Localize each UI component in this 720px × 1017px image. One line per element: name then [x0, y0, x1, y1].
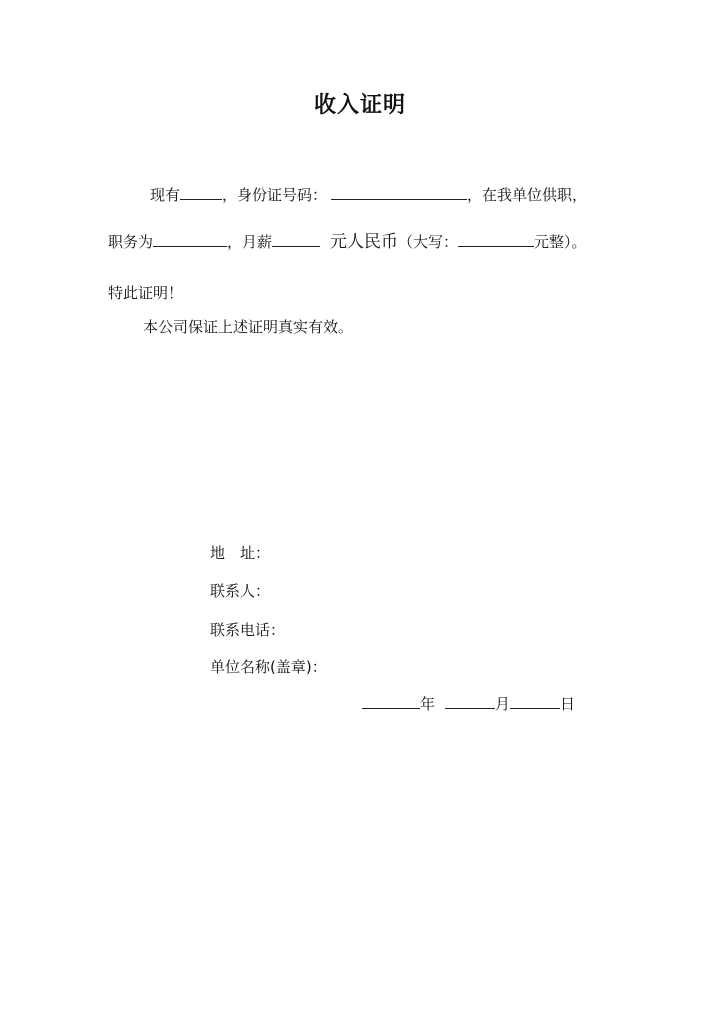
text-segment: （大写：: [398, 233, 459, 251]
phone-label: 联系电话：: [210, 621, 286, 639]
currency-label: 元人民币: [330, 232, 399, 252]
text-segment: ，月薪: [227, 233, 273, 251]
company-seal-label: 单位名称(盖章)：: [210, 658, 327, 676]
text-segment: ，在我单位供职，: [467, 186, 588, 204]
month-blank: [445, 694, 495, 709]
name-blank: [180, 185, 222, 200]
position-blank: [153, 232, 227, 247]
certify-line: 特此证明！: [108, 284, 184, 302]
body-line-1: [150, 184, 587, 206]
year-blank: [362, 694, 420, 709]
day-label: 日: [560, 695, 576, 713]
text-segment: 现有: [150, 186, 181, 204]
date-line: [362, 693, 575, 715]
text-segment: 元整）。: [534, 233, 587, 251]
text-segment: 职务为: [108, 233, 154, 251]
salary-uppercase-blank: [458, 232, 534, 247]
year-label: 年: [420, 695, 436, 713]
text-segment: ，身份证号码：: [222, 186, 328, 204]
month-label: 月: [495, 695, 511, 713]
address-label: 地 址：: [210, 544, 271, 562]
day-blank: [510, 694, 560, 709]
contact-label: 联系人：: [210, 582, 271, 600]
id-number-blank: [331, 185, 467, 200]
document-title: 收入证明: [313, 93, 406, 118]
salary-blank: [272, 232, 320, 247]
body-line-2: [108, 231, 587, 253]
guarantee-line: 本公司保证上述证明真实有效。: [143, 318, 354, 336]
